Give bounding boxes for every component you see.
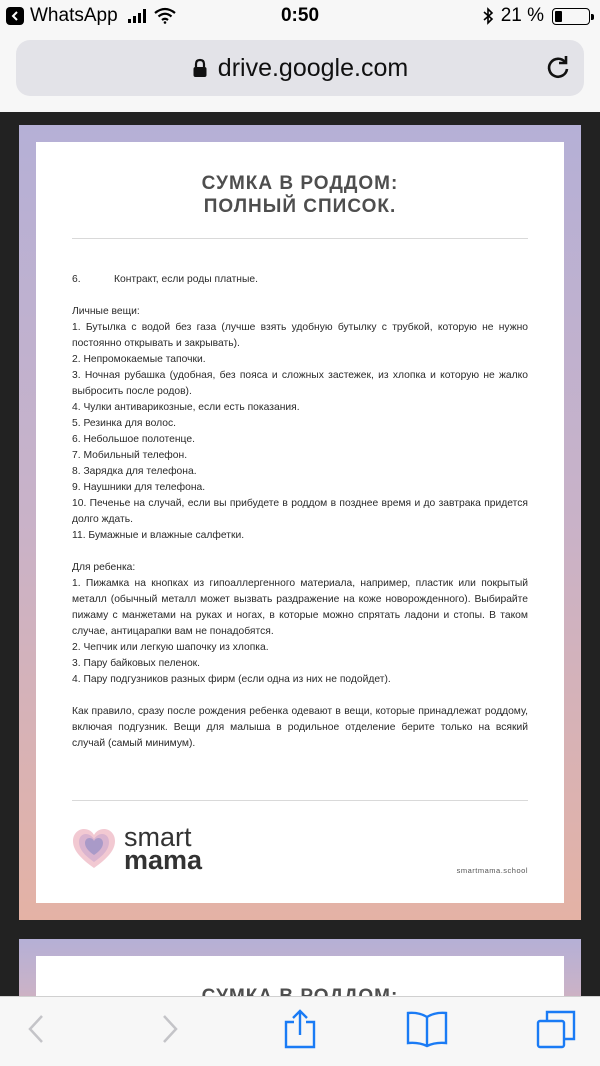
share-button[interactable]	[280, 1009, 320, 1049]
list-item: 4. Пару подгузников разных фирм (если одна из них не подойдет).	[72, 674, 391, 685]
logo-word-smart: smart	[124, 822, 192, 852]
document-viewer[interactable]	[0, 112, 600, 996]
intro-item	[72, 272, 528, 288]
list-item: 5. Резинка для волос.	[72, 418, 177, 429]
list-item: 2. Непромокаемые тапочки.	[72, 354, 206, 365]
smartmama-logo	[72, 822, 203, 875]
personal-heading: Личные вещи:	[72, 306, 140, 317]
intro-item-text: Контракт, если роды платные.	[114, 274, 258, 285]
address-bar	[0, 34, 600, 112]
closing-paragraph: Как правило, сразу после рождения ребенка одевают в вещи, которые принадлежат роддому, включая подгузник. Вещи для малыша в родильное отделение берите только на всякий случай (самый минимум).	[72, 706, 528, 749]
share-icon	[283, 1009, 317, 1049]
battery-level	[555, 11, 562, 22]
list-item: 3. Пару байковых пеленок.	[72, 658, 201, 669]
battery-percent: 21 %	[500, 5, 544, 26]
clock: 0:50	[280, 5, 320, 26]
bluetooth-icon	[483, 7, 493, 25]
logo-word-mama: mama	[124, 845, 203, 875]
intro-item-number: 6.	[72, 274, 81, 285]
url-text: drive.google.com	[217, 53, 409, 82]
lock-icon	[192, 58, 208, 78]
forward-button[interactable]	[152, 1009, 188, 1049]
battery-icon	[552, 8, 590, 25]
document-body	[72, 272, 528, 752]
list-item: 6. Небольшое полотенце.	[72, 434, 195, 445]
divider	[72, 238, 528, 239]
chevron-left-icon	[27, 1014, 45, 1044]
list-item: 4. Чулки антиварикозные, если есть показания.	[72, 402, 300, 413]
title-line-2: ПОЛНЫЙ СПИСОК.	[203, 196, 397, 217]
reload-button[interactable]	[544, 54, 572, 87]
chevron-right-icon	[161, 1014, 179, 1044]
title-line-1: СУМКА В РОДДОМ:	[201, 173, 399, 194]
browser-toolbar	[0, 996, 600, 1066]
document-title	[36, 172, 564, 218]
page-sheet	[36, 142, 564, 903]
list-item: 11. Бумажные и влажные салфетки.	[72, 530, 245, 541]
list-item: 10. Печенье на случай, если вы прибудете в роддом в позднее время и до завтрака придется долго ждать.	[72, 498, 528, 525]
list-item: 7. Мобильный телефон.	[72, 450, 188, 461]
divider	[72, 800, 528, 801]
book-icon	[405, 1011, 449, 1047]
back-app-label: WhatsApp	[30, 5, 118, 26]
status-bar	[0, 0, 600, 34]
tabs-icon	[535, 1009, 577, 1049]
list-item: 1. Пижамка на кнопках из гипоаллергенного материала, например, пластик или покрытый металл (обычный металл может вызвать раздражение на коже новорожденного). Выбирайте пижаму с манжетами на руках и ногах, в которые можно спрятать ладони и стопы. В таком случае, антицарапки вам не понадобятся.	[72, 578, 528, 637]
back-button[interactable]	[18, 1009, 54, 1049]
list-item: 3. Ночная рубашка (удобная, без пояса и сложных застежек, из хлопка и которую не жалко выбросить после родов).	[72, 370, 528, 397]
list-item: 9. Наушники для телефона.	[72, 482, 206, 493]
list-item: 8. Зарядка для телефона.	[72, 466, 197, 477]
list-item: 2. Чепчик или легкую шапочку из хлопка.	[72, 642, 269, 653]
site-url: smartmama.school	[456, 866, 528, 875]
baby-heading: Для ребенка:	[72, 562, 136, 573]
heart-logo-icon	[72, 828, 116, 870]
url-field[interactable]	[16, 40, 584, 96]
list-item: 1. Бутылка с водой без газа (лучше взять удобную бутылку с трубкой, которую не нужно постоянно открывать и закрывать).	[72, 322, 528, 349]
document-page	[19, 125, 581, 920]
tabs-button[interactable]	[534, 1009, 578, 1049]
reload-icon	[544, 54, 572, 82]
bookmarks-button[interactable]	[404, 1009, 450, 1049]
